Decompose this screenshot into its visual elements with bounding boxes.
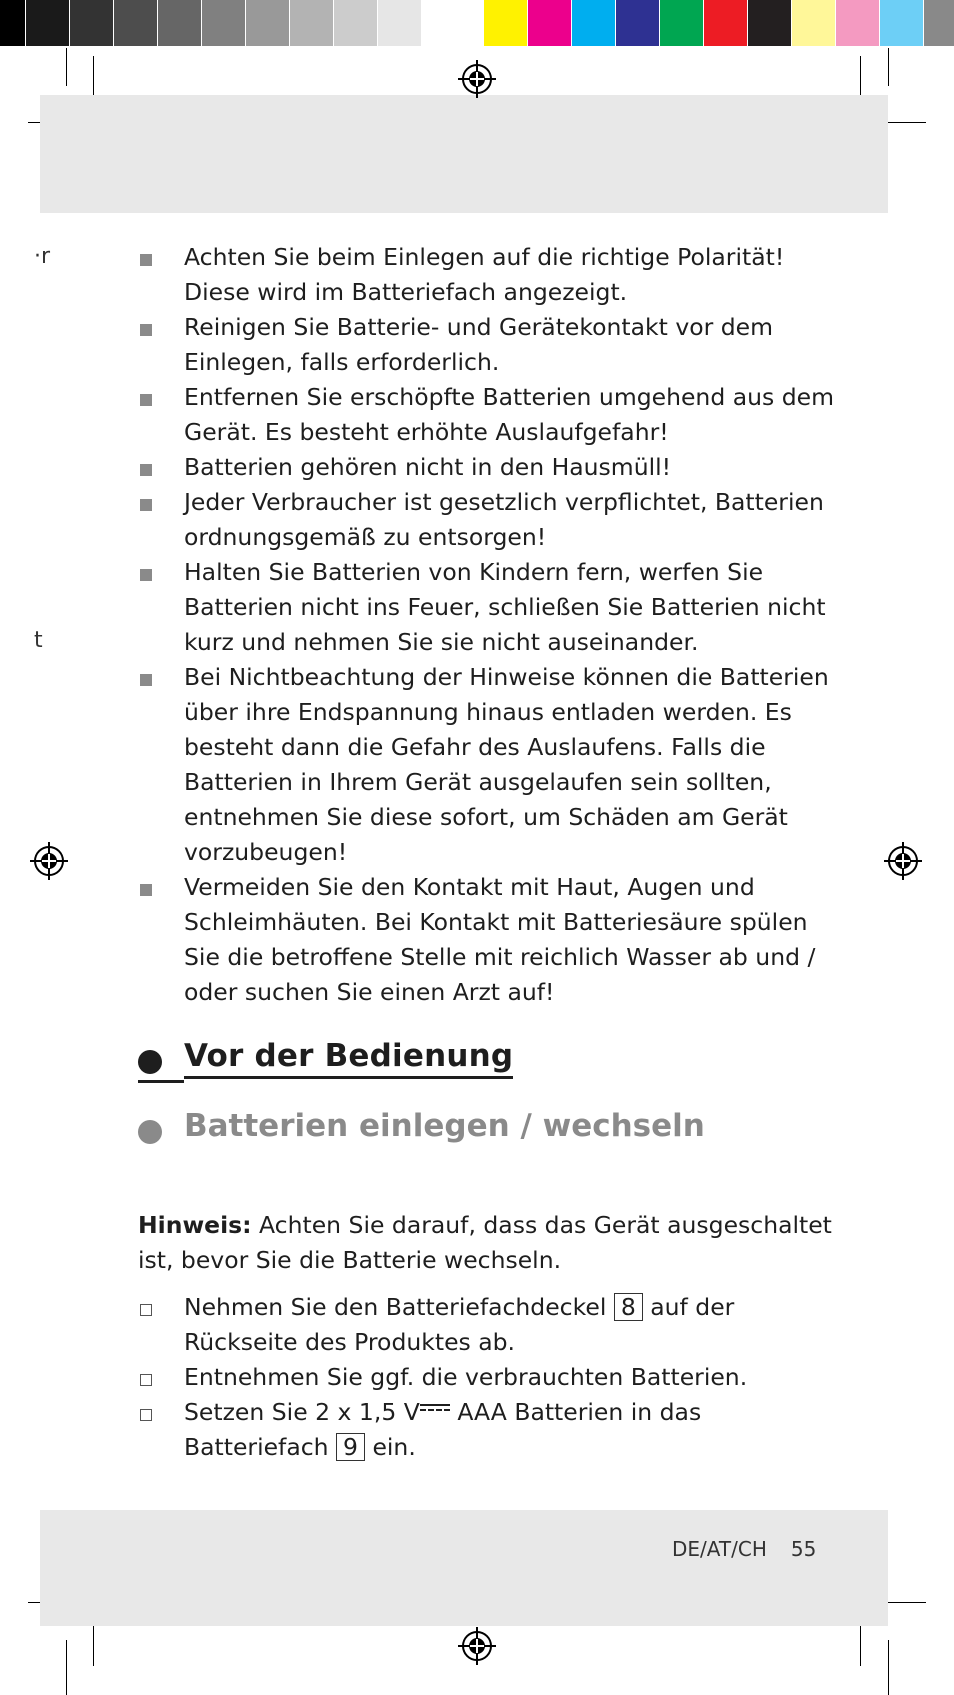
- color-swatch: [924, 0, 954, 46]
- note-text: Achten Sie darauf, dass das Gerät ausgeschaltet ist, bevor Sie die Batterie wechseln.: [138, 1210, 832, 1274]
- gray-swatch-bar: [0, 0, 466, 46]
- color-swatch: [880, 0, 924, 46]
- step-text: Setzen Sie 2 x 1,5 V: [184, 1398, 420, 1426]
- step-text: AAA Batterien in das Batteriefach: [184, 1398, 702, 1461]
- color-swatch: [202, 0, 246, 46]
- bullet-square-icon: [140, 324, 152, 336]
- bullet-square-icon: [140, 464, 152, 476]
- list-item-text: Bei Nichtbeachtung der Hinweise können die Batterien über ihre Endspannung hinaus entladen werden. Es besteht dann die Gefahr des Auslaufens. Falls die Batterien in Ihrem Gerät ausgelaufen sein sollten, entnehmen Sie diese sofort, um Schäden am Gerät vorzubeugen!: [184, 663, 829, 866]
- subsection-heading-text: Batterien einlegen / wechseln: [184, 1108, 705, 1144]
- color-swatch: [290, 0, 334, 46]
- section-heading-text: Vor der Bedienung: [184, 1038, 513, 1079]
- color-swatch-bar: [484, 0, 954, 46]
- page-footer: [672, 1537, 816, 1561]
- note-label: Hinweis:: [138, 1210, 252, 1239]
- footer-band: [40, 1510, 888, 1626]
- part-reference-number: 9: [336, 1433, 365, 1461]
- bullet-square-icon: [140, 884, 152, 896]
- list-item: [138, 380, 838, 450]
- color-swatch: [528, 0, 572, 46]
- direct-current-symbol-icon: [420, 1404, 450, 1414]
- bullet-square-icon: [140, 569, 152, 581]
- instruction-step: [138, 1290, 838, 1360]
- list-item-text: Halten Sie Batterien von Kindern fern, werfen Sie Batterien nicht ins Feuer, schließen Sie Batterien nicht kurz und nehmen Sie sie nicht auseinander.: [184, 558, 826, 656]
- color-swatch: [158, 0, 202, 46]
- color-swatch: [246, 0, 290, 46]
- step-checkbox-icon: [140, 1304, 152, 1316]
- heading-underline: [138, 1080, 184, 1083]
- crop-mark: [888, 48, 889, 86]
- list-item-text: Batterien gehören nicht in den Hausmüll!: [184, 453, 672, 481]
- heading-dot-icon: [138, 1120, 162, 1144]
- safety-bullet-list: [138, 240, 838, 1010]
- note-paragraph: [138, 1208, 838, 1278]
- list-item-text: Reinigen Sie Batterie- und Gerätekontakt vor dem Einlegen, falls erforderlich.: [184, 313, 774, 376]
- instruction-step-list: [138, 1290, 838, 1465]
- color-swatch: [616, 0, 660, 46]
- color-swatch: [572, 0, 616, 46]
- bullet-square-icon: [140, 499, 152, 511]
- list-item: [138, 485, 838, 555]
- crop-mark: [860, 1620, 861, 1666]
- list-item-text: Entfernen Sie erschöpfte Batterien umgehend aus dem Gerät. Es besteht erhöhte Auslaufgefahr!: [184, 383, 834, 446]
- list-item-text: Vermeiden Sie den Kontakt mit Haut, Augen und Schleimhäuten. Bei Kontakt mit Batteriesäure spülen Sie die betroffene Stelle mit reichlich Wasser ab und / oder suchen Sie einen Arzt auf!: [184, 873, 816, 1006]
- color-swatch: [378, 0, 422, 46]
- list-item-text: Achten Sie beim Einlegen auf die richtige Polarität! Diese wird im Batteriefach angezeigt.: [184, 243, 785, 306]
- part-reference-number: 8: [614, 1293, 643, 1321]
- registration-mark-icon: [884, 842, 922, 880]
- list-item: [138, 310, 838, 380]
- step-text: Nehmen Sie den Batteriefachdeckel: [184, 1293, 614, 1321]
- list-item: [138, 450, 838, 485]
- color-swatch: [704, 0, 748, 46]
- bullet-square-icon: [140, 254, 152, 266]
- instruction-step: [138, 1395, 838, 1465]
- color-swatch: [660, 0, 704, 46]
- color-swatch: [26, 0, 70, 46]
- margin-glyph: ·r: [34, 244, 51, 269]
- footer-locale: DE/AT/CH: [672, 1537, 767, 1561]
- color-swatch: [0, 0, 26, 46]
- color-swatch: [70, 0, 114, 46]
- step-text: auf der Rückseite des Produktes ab.: [184, 1293, 735, 1356]
- instruction-step: [138, 1360, 838, 1395]
- crop-mark: [888, 1640, 889, 1695]
- list-item: [138, 660, 838, 870]
- registration-mark-icon: [30, 842, 68, 880]
- color-swatch: [114, 0, 158, 46]
- color-swatch: [792, 0, 836, 46]
- page-number: 55: [790, 1537, 817, 1561]
- step-text: ein.: [364, 1433, 416, 1461]
- list-item: [138, 870, 838, 1010]
- crop-mark: [66, 1640, 67, 1695]
- list-item: [138, 240, 838, 310]
- header-band: [40, 95, 888, 213]
- list-item: [138, 555, 838, 660]
- color-swatch: [748, 0, 792, 46]
- step-text: Entnehmen Sie ggf. die verbrauchten Batterien.: [184, 1363, 748, 1391]
- crop-mark: [66, 48, 67, 86]
- registration-mark-icon: [458, 60, 496, 98]
- color-swatch: [484, 0, 528, 46]
- step-checkbox-icon: [140, 1409, 152, 1421]
- color-swatch: [422, 0, 466, 46]
- heading-dot-icon: [138, 1050, 162, 1074]
- margin-glyph: t: [34, 628, 43, 653]
- bullet-square-icon: [140, 394, 152, 406]
- color-swatch: [334, 0, 378, 46]
- step-checkbox-icon: [140, 1374, 152, 1386]
- registration-mark-icon: [458, 1627, 496, 1665]
- color-swatch: [836, 0, 880, 46]
- list-item-text: Jeder Verbraucher ist gesetzlich verpflichtet, Batterien ordnungsgemäß zu entsorgen!: [184, 488, 824, 551]
- bullet-square-icon: [140, 674, 152, 686]
- crop-mark: [93, 1620, 94, 1666]
